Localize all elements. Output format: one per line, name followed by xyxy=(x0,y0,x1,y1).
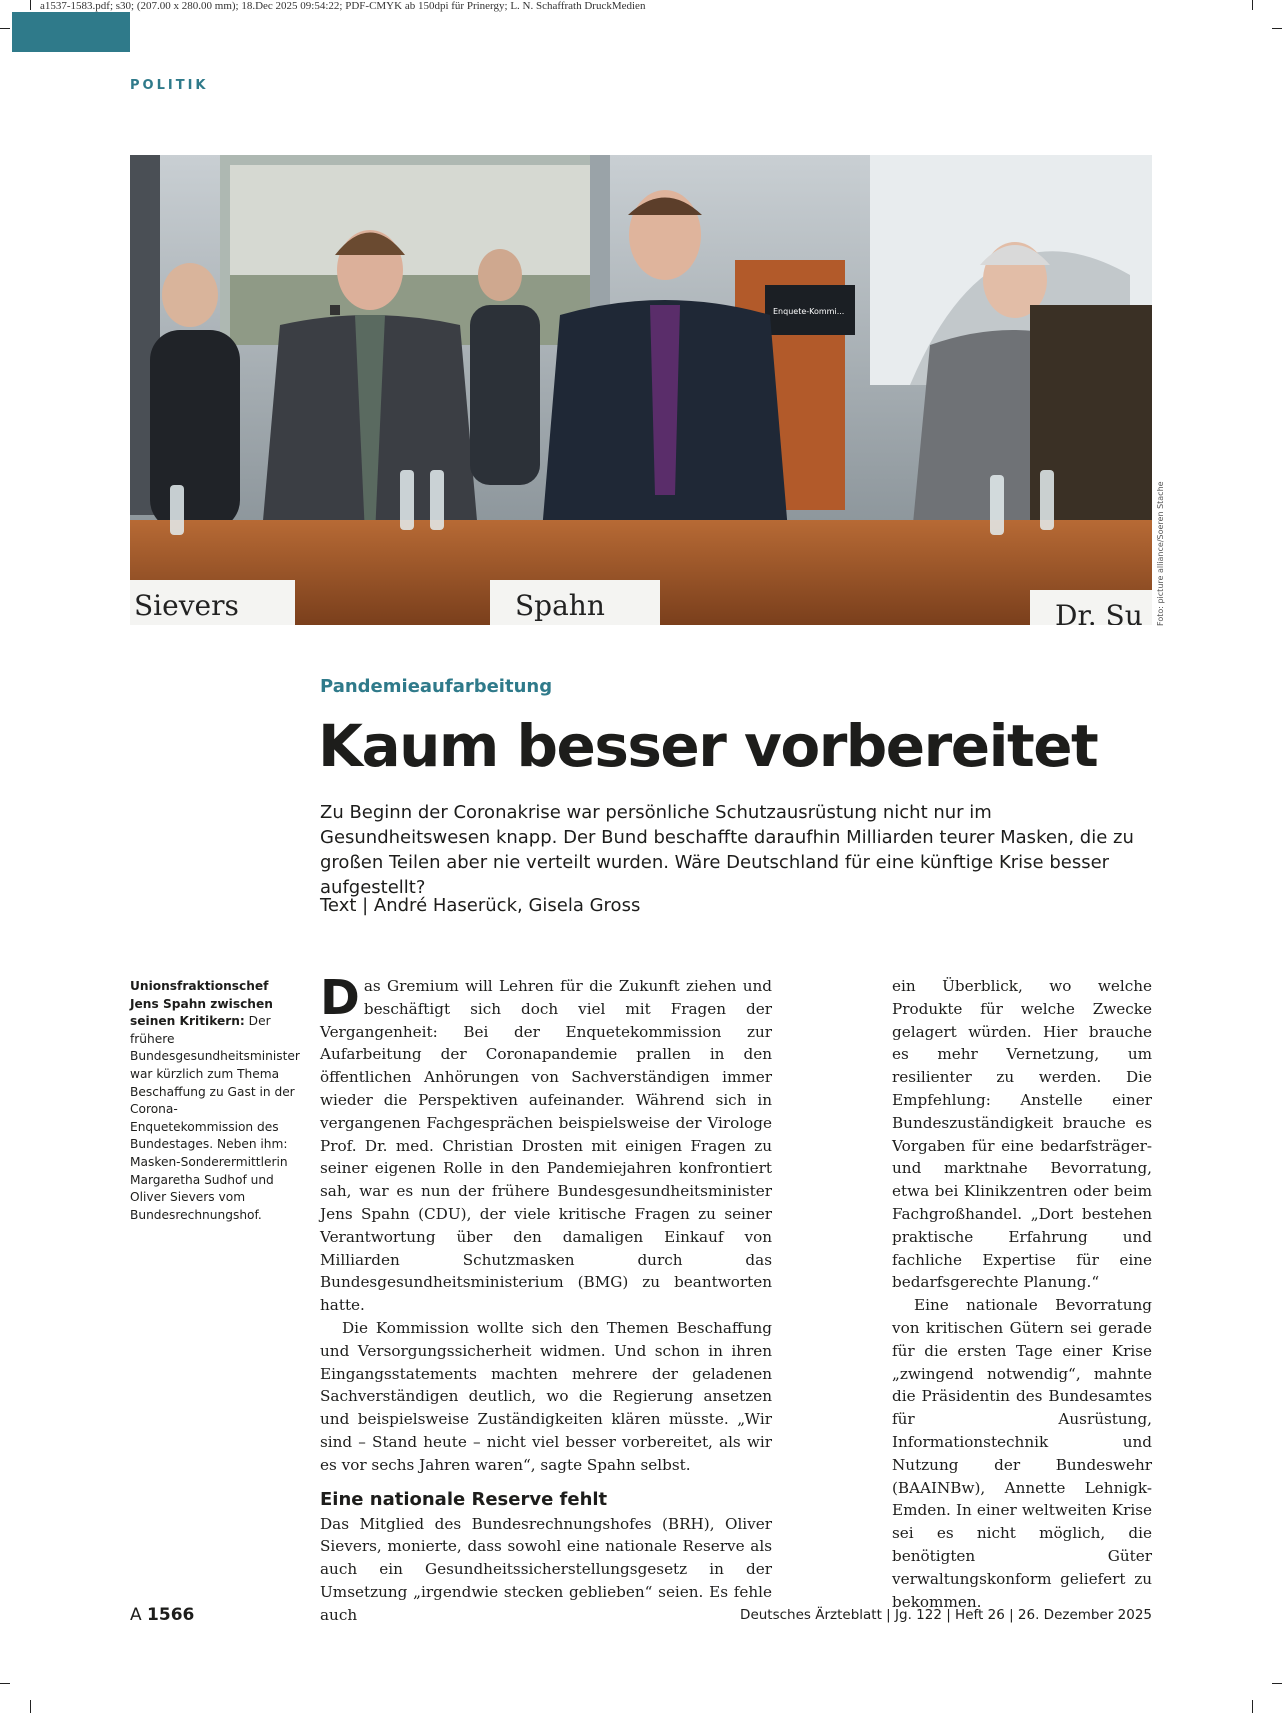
section-color-bar xyxy=(12,12,130,52)
crop-mark xyxy=(1252,1700,1253,1713)
crop-mark xyxy=(0,28,10,29)
crop-mark xyxy=(30,1700,31,1713)
monitor-text: Enquete-Kommi... xyxy=(773,307,845,316)
crop-mark xyxy=(1272,28,1282,29)
journal-info: Deutsches Ärzteblatt | Jg. 122 | Heft 26 | 26. Dezember 2025 xyxy=(740,1607,1152,1623)
nameplate-sudhof: Dr. Su xyxy=(1055,599,1143,625)
print-slug: a1537-1583.pdf; s30; (207.00 x 280.00 mm); 18.Dec 2025 09:54:22; PDF-CMYK ab 150dpi für Prinergy; L. N. Schaffrath DruckMedien xyxy=(40,0,646,12)
nameplate-sievers: Sievers xyxy=(134,589,239,622)
page-prefix: A xyxy=(130,1605,148,1625)
section-label: POLITIK xyxy=(130,78,209,93)
article-title: Kaum besser vorbereitet xyxy=(318,712,1098,780)
photo-credit: Foto: picture alliance/Soeren Stache xyxy=(1156,481,1165,626)
page-number-value: 1566 xyxy=(147,1605,195,1625)
photo-illustration xyxy=(130,155,1152,625)
paragraph-4: ein Überblick, wo welche Produkte für welche Zwecke gelagert würden. Hier brauche es mehr Vernetzung, um resilienter zu werden. Die Empfehlung: Anstelle einer Bundeszuständigkeit brauche es Vorgaben für eine bedarfsträger- und marktnahe Bevorratung, etwa bei Klinikzentren oder beim Fachgroßhandel. „Dort bestehen praktische Erfahrung und fachliche Expertise für eine bedarfsgerechte Planung.“ xyxy=(892,977,1152,1292)
subheading: Eine nationale Reserve fehlt xyxy=(320,1488,608,1510)
paragraph-1-text: as Gremium will Lehren für die Zukunft ziehen und beschäftigt sich doch viel mit Fragen der Vergangenheit: Bei der Enquetekommission zur Aufarbeitung der Coronapandemie prallen in den öffentlichen Anhörungen von Sachverständigen immer wieder die Perspektiven aufeinander. Während sich in vergangenen Fachgesprächen beispielsweise der Virologe Prof. Dr. med. Christian Drosten mit einigen Fragen zu seiner eigenen Rolle in den Pandemiejahren konfrontiert sah, war es nun der frühere Bundesgesundheitsminister Jens Spahn (CDU), der viele kritische Fragen zu seiner Verantwortung über den damaligen Einkauf von Milliarden Schutzmasken durch das Bundesgesundheitsministerium (BMG) zu beantworten hatte. xyxy=(320,977,772,1315)
photo-caption xyxy=(130,978,300,1224)
crop-mark xyxy=(30,0,31,10)
article-column-1 xyxy=(320,970,772,1627)
article-byline: Text | André Haserück, Gisela Gross xyxy=(320,895,641,916)
drop-cap: D xyxy=(320,970,360,1026)
crop-mark xyxy=(1272,1683,1282,1684)
paragraph-3: Das Mitglied des Bundesrechnungshofes (BRH), Oliver Sievers, monierte, dass sowohl eine nationale Reserve als auch ein Gesundheitssicherstellungsgesetz in der Umsetzung „irgendwie stecken geblieben“ seien. Es fehle auch xyxy=(320,1514,772,1624)
article-lead: Zu Beginn der Coronakrise war persönliche Schutzausrüstung nicht nur im Gesundheitswesen knapp. Der Bund beschaffte daraufhin Milliarden teurer Masken, die zu großen Teilen aber nie verteilt wurden. Wäre Deutschland für eine künftige Krise besser aufgestellt? xyxy=(320,802,1134,898)
paragraph-1 xyxy=(320,970,772,1317)
paragraph-5: Eine nationale Bevorratung von kritischen Gütern sei gerade für die ersten Tage einer Krise „zwingend notwendig“, mahnte die Präsidentin des Bundesamtes für Ausrüstung, Informationstechnik und Nutzung der Bundeswehr (BAAINBw), Annette Lehnigk-Emden. In einer weltweiten Krise sei es nicht möglich, die benötigten Güter verwaltungskonform geliefert zu bekommen. xyxy=(892,1296,1152,1611)
article-kicker: Pandemieaufarbeitung xyxy=(320,676,553,697)
caption-bold: Unionsfraktionschef Jens Spahn zwischen seinen Kritikern: xyxy=(130,979,273,1029)
crop-mark xyxy=(0,1683,10,1684)
article-column-2 xyxy=(892,975,1152,1613)
article-photo xyxy=(130,155,1152,625)
paragraph-2: Die Kommission wollte sich den Themen Beschaffung und Versorgungssicherheit widmen. Und schon in ihren Eingangsstatements machten mehrere der geladenen Sachverständigen deutlich, wo die Regierung ansetzen und beispielsweise Zuständigkeiten klären müsste. „Wir sind – Stand heute – nicht viel besser vorbereitet, als wir es vor sechs Jahren waren“, sagte Spahn selbst. xyxy=(320,1318,772,1474)
page-number xyxy=(130,1605,194,1625)
nameplate-spahn: Spahn xyxy=(515,589,605,622)
caption-text: Der frühere Bundesgesundheitsminister war kürzlich zum Thema Beschaffung zu Gast in der Corona-Enquetekommission des Bundestages. Neben ihm: Masken-Sonderermittlerin Margaretha Sudhof und Oliver Sievers vom Bundesrechnungshof. xyxy=(130,1014,300,1222)
crop-mark xyxy=(1252,0,1253,10)
